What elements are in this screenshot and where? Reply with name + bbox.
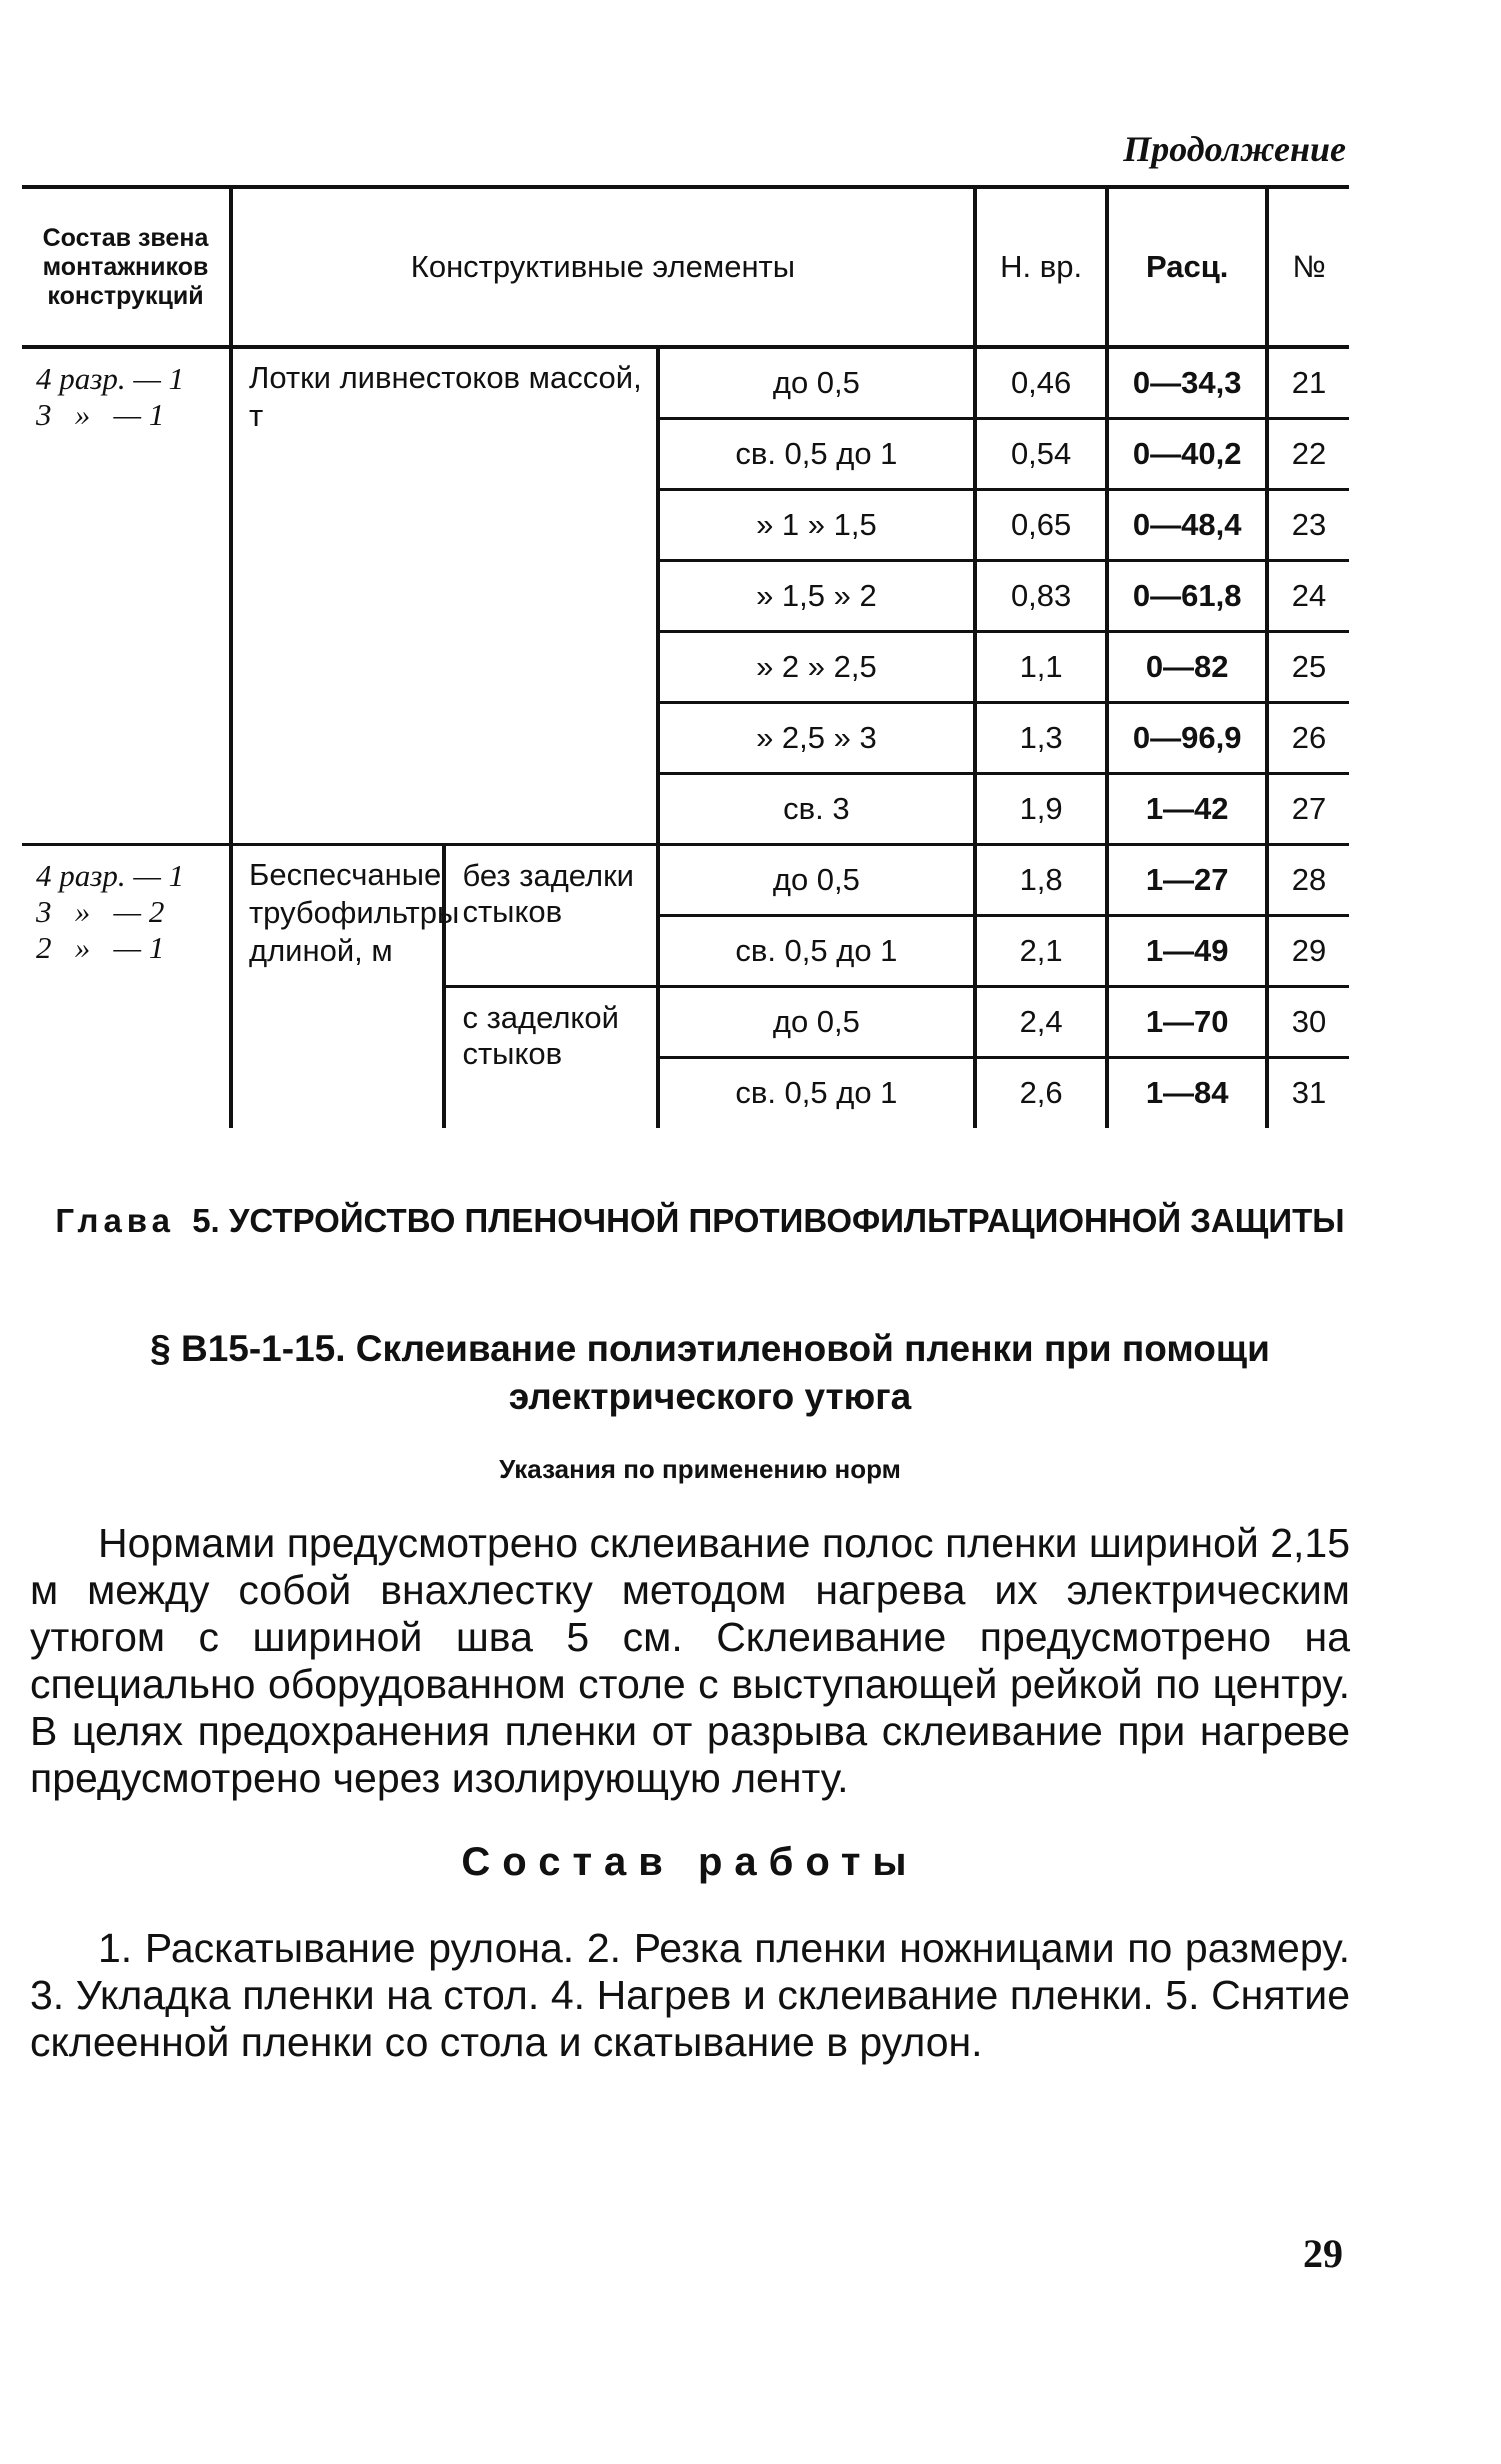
section-heading: § В15-1-15. Склеивание полиэтиленовой пленки при помощи электрического утюга [150, 1328, 1270, 1417]
norm-cell: 0,65 [975, 489, 1108, 560]
range-cell: до 0,5 [658, 986, 975, 1057]
rate-cell: 1—42 [1107, 773, 1267, 844]
body-paragraph: Нормами предусмотрено склеивание полос пленки шириной 2,15 м между собой внахлестку методом нагрева их электрическим утюгом с шириной шва 5 см. Склеивание предусмотрено на специально оборудованном столе с выступающей рейкой по центру. В целях предохранения пленки от разрыва склеивание при нагреве предусмотрено через изолирующую ленту. [30, 1520, 1350, 1801]
header-elements: Конструктивные элементы [231, 187, 975, 347]
number-cell: 28 [1267, 844, 1349, 915]
header-norm-time: Н. вр. [975, 187, 1108, 347]
number-cell: 31 [1267, 1057, 1349, 1128]
rate-cell: 1—70 [1107, 986, 1267, 1057]
number-cell: 29 [1267, 915, 1349, 986]
rate-cell: 0—61,8 [1107, 560, 1267, 631]
norm-cell: 1,3 [975, 702, 1108, 773]
number-cell: 25 [1267, 631, 1349, 702]
subelement-cell: с заделкой стыков [444, 986, 657, 1128]
range-cell: » 1,5 » 2 [658, 560, 975, 631]
norm-cell: 2,1 [975, 915, 1108, 986]
number-cell: 26 [1267, 702, 1349, 773]
table-row [22, 844, 1349, 915]
norm-cell: 2,6 [975, 1057, 1108, 1128]
number-cell: 27 [1267, 773, 1349, 844]
norm-cell: 1,1 [975, 631, 1108, 702]
chapter-prefix: Глава [55, 1202, 176, 1239]
subelement-cell: без заделки стыков [444, 844, 657, 986]
rate-cell: 0—48,4 [1107, 489, 1267, 560]
range-cell: св. 0,5 до 1 [658, 1057, 975, 1128]
range-cell: св. 3 [658, 773, 975, 844]
subheading: Указания по применению норм [499, 1454, 901, 1484]
crew-cell: 4 разр. — 1 3 » — 2 2 » — 1 [36, 857, 185, 965]
norm-cell: 0,46 [975, 347, 1108, 418]
number-cell: 22 [1267, 418, 1349, 489]
table-row [22, 347, 1349, 418]
norm-cell: 0,54 [975, 418, 1108, 489]
number-cell: 30 [1267, 986, 1349, 1057]
range-cell: до 0,5 [658, 347, 975, 418]
range-cell: св. 0,5 до 1 [658, 915, 975, 986]
page-number: 29 [1303, 2231, 1343, 2276]
rate-cell: 0—96,9 [1107, 702, 1267, 773]
header-number: № [1267, 187, 1349, 347]
norms-table [22, 185, 1349, 1128]
rate-cell: 0—82 [1107, 631, 1267, 702]
work-composition-title: Состав работы [461, 1840, 919, 1884]
range-cell: » 2 » 2,5 [658, 631, 975, 702]
rate-cell: 0—34,3 [1107, 347, 1267, 418]
chapter-title: 5. УСТРОЙСТВО ПЛЕНОЧНОЙ ПРОТИВОФИЛЬТРАЦИОННОЙ ЗАЩИТЫ [192, 1202, 1345, 1239]
norm-cell: 2,4 [975, 986, 1108, 1057]
header-rate: Расц. [1107, 187, 1267, 347]
rate-cell: 1—84 [1107, 1057, 1267, 1128]
range-cell: » 1 » 1,5 [658, 489, 975, 560]
header-crew: Состав звена монтажников конструкций [22, 187, 231, 347]
number-cell: 24 [1267, 560, 1349, 631]
range-cell: до 0,5 [658, 844, 975, 915]
crew-cell: 4 разр. — 1 3 » — 1 [22, 347, 231, 844]
table-header-row [22, 187, 1349, 347]
continuation-label: Продолжение [1123, 129, 1346, 169]
rate-cell: 0—40,2 [1107, 418, 1267, 489]
number-cell: 23 [1267, 489, 1349, 560]
element-cell: Лотки ливнестоков массой, т [231, 347, 658, 844]
norm-cell: 0,83 [975, 560, 1108, 631]
rate-cell: 1—27 [1107, 844, 1267, 915]
norm-cell: 1,8 [975, 844, 1108, 915]
range-cell: » 2,5 » 3 [658, 702, 975, 773]
element-cell: Беспесчаные трубофильтры длиной, м [231, 844, 444, 1128]
norm-cell: 1,9 [975, 773, 1108, 844]
range-cell: св. 0,5 до 1 [658, 418, 975, 489]
number-cell: 21 [1267, 347, 1349, 418]
work-composition-text: 1. Раскатывание рулона. 2. Резка пленки ножницами по размеру. 3. Укладка пленки на стол. 4. Нагрев и склеивание пленки. 5. Снятие склеенной пленки со стола и скатывание в рулон. [30, 1925, 1350, 2065]
chapter-heading [55, 1200, 1345, 1242]
rate-cell: 1—49 [1107, 915, 1267, 986]
